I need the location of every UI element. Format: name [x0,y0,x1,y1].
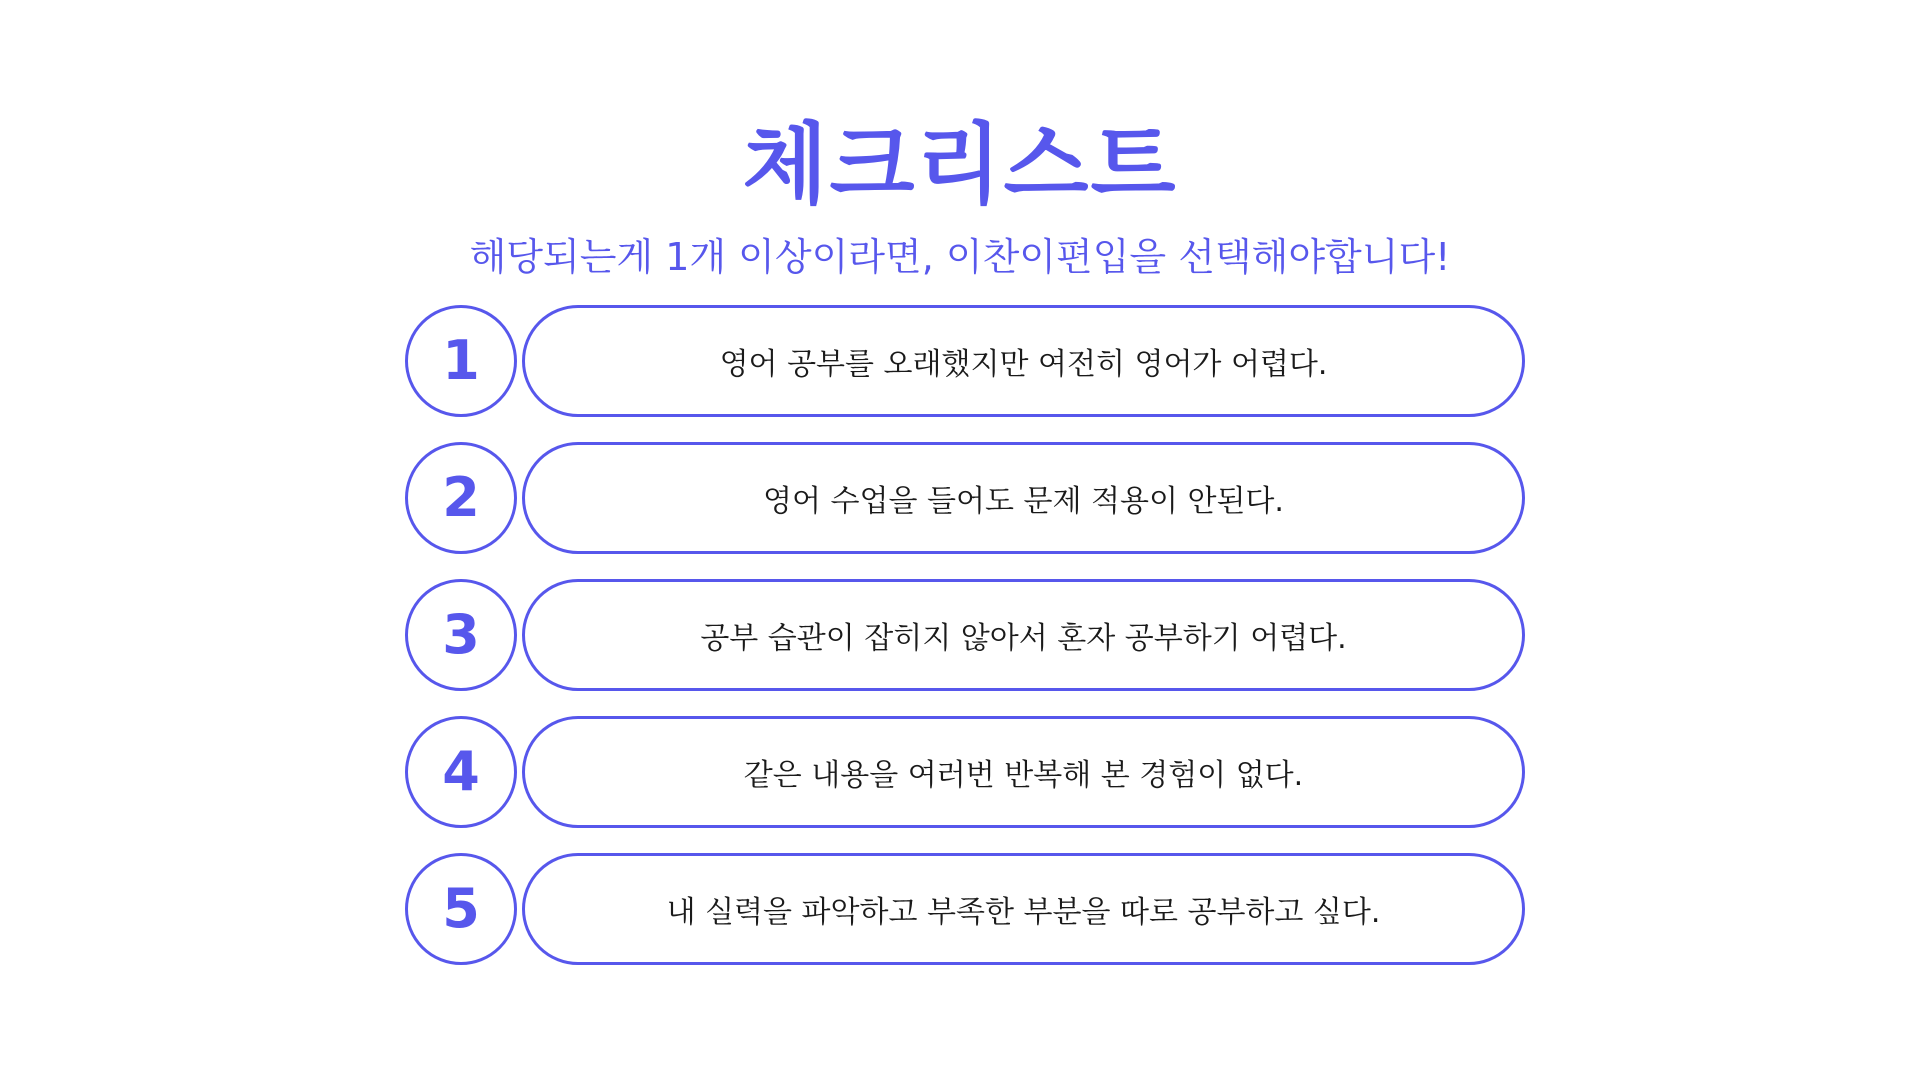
item-pill [522,305,1525,417]
item-pill [522,579,1525,691]
item-number: 5 [442,877,480,940]
item-number: 3 [442,603,480,666]
number-badge [405,579,517,691]
number-badge [405,442,517,554]
item-text: 영어 공부를 오래했지만 여전히 영어가 어렵다. [719,347,1328,382]
item-text: 내 실력을 파악하고 부족한 부분을 따로 공부하고 싶다. [666,895,1381,930]
item-text: 공부 습관이 잡히지 않아서 혼자 공부하기 어렵다. [700,621,1347,656]
item-text: 영어 수업을 들어도 문제 적용이 안된다. [763,484,1284,519]
number-badge [405,853,517,965]
checklist-item [405,853,1525,965]
item-text: 같은 내용을 여러번 반복해 본 경험이 없다. [743,758,1304,793]
item-pill [522,442,1525,554]
item-number: 1 [442,329,480,392]
item-number: 4 [442,740,480,803]
page-subtitle: 해당되는게 1개 이상이라면, 이찬이편입을 선택해야합니다! [469,235,1451,279]
item-pill [522,716,1525,828]
checklist-item [405,716,1525,828]
checklist-item [405,305,1525,417]
checklist-item [405,579,1525,691]
item-number: 2 [442,466,480,529]
item-pill [522,853,1525,965]
page-title: 체크리스트 [742,113,1178,216]
checklist-item [405,442,1525,554]
number-badge [405,305,517,417]
number-badge [405,716,517,828]
